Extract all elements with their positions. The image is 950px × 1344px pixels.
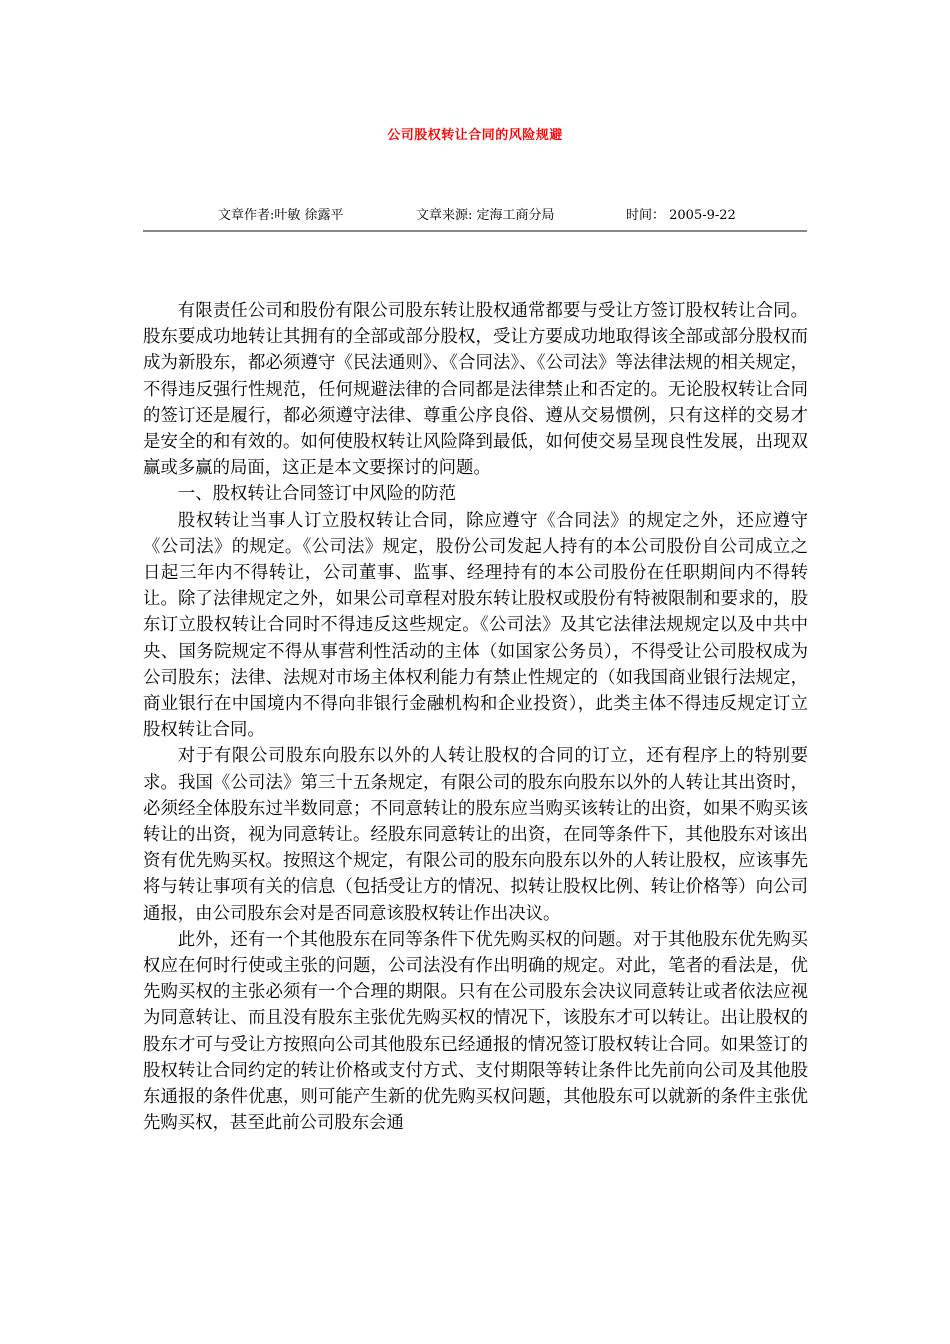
article-source: 文章来源: 定海工商分局: [416, 208, 555, 223]
paragraph: 此外，还有一个其他股东在同等条件下优先购买权的问题。对于其他股东优先购买权应在何时行使或主张的问题，公司法没有作出明确的规定。对此，笔者的看法是，优先购买权的主张必须有一个合理的期限。只有在公司股东会决议同意转让或者依法应视为同意转让、而且没有股东主张优先购买权的情况下，该股东才可以转让。出让股权的股东才可与受让方按照向公司其他股东已经通报的情况签订股权转让合同。如果签订的股权转让合同约定的转让价格或支付方式、支付期限等转让条件比先前向公司及其他股东通报的条件优惠，则可能产生新的优先购买权问题，其他股东可以就新的条件主张优先购买权，甚至此前公司股东会通: [143, 929, 808, 1134]
article-time: 时间： 2005-9-22: [626, 208, 736, 223]
article-body: [143, 298, 808, 1137]
header-divider: [143, 230, 807, 232]
section-heading: 一、股权转让合同签订中风险的防范: [177, 484, 457, 505]
document-title: 公司股权转让合同的风险规避: [387, 128, 563, 143]
paragraph: 股权转让当事人订立股权转让合同，除应遵守《合同法》的规定之外，还应遵守《公司法》的规定。《公司法》规定，股份公司发起人持有的本公司股份自公司成立之日起三年内不得转让，公司董事、监事、经理持有的本公司股份在任职期间内不得转让。除了法律规定之外，如果公司章程对股东转让股权或股份有特被限制和要求的，股东订立股权转让合同时不得违反这些规定。《公司法》及其它法律法规规定以及中共中央、国务院规定不得从事营利性活动的主体（如国家公务员），不得受让公司股权成为公司股东；法律、法规对市场主体权利能力有禁止性规定的（如我国商业银行法规定，商业银行在中国境内不得向非银行金融机构和企业投资），此类主体不得违反规定订立股权转让合同。: [143, 510, 808, 741]
article-author: 文章作者:叶敏 徐露平: [218, 208, 344, 223]
paragraph-intro: 有限责任公司和股份有限公司股东转让股权通常都要与受让方签订股权转让合同。股东要成功地转让其拥有的全部或部分股权，受让方要成功地取得该全部或部分股权而成为新股东，都必须遵守《民法通则》、《合同法》、《公司法》等法律法规的相关规定，不得违反强行性规范，任何规避法律的合同都是法律禁止和否定的。无论股权转让合同的签订还是履行，都必须遵守法律、尊重公序良俗、遵从交易惯例，只有这样的交易才是安全的和有效的。如何使股权转让风险降到最低，如何使交易呈现良性发展，出现双赢或多赢的局面，这正是本文要探讨的问题。: [143, 301, 808, 479]
paragraph: 对于有限公司股东向股东以外的人转让股权的合同的订立，还有程序上的特别要求。我国《公司法》第三十五条规定，有限公司的股东向股东以外的人转让其出资时，必须经全体股东过半数同意；不同意转让的股东应当购买该转让的出资，如果不购买该转让的出资，视为同意转让。经股东同意转让的出资，在同等条件下，其他股东对该出资有优先购买权。按照这个规定，有限公司的股东向股东以外的人转让股权，应该事先将与转让事项有关的信息（包括受让方的情况、拟转让股权比例、转让价格等）向公司通报，由公司股东会对是否同意该股权转让作出决议。: [143, 746, 808, 924]
article-meta: [218, 204, 818, 224]
